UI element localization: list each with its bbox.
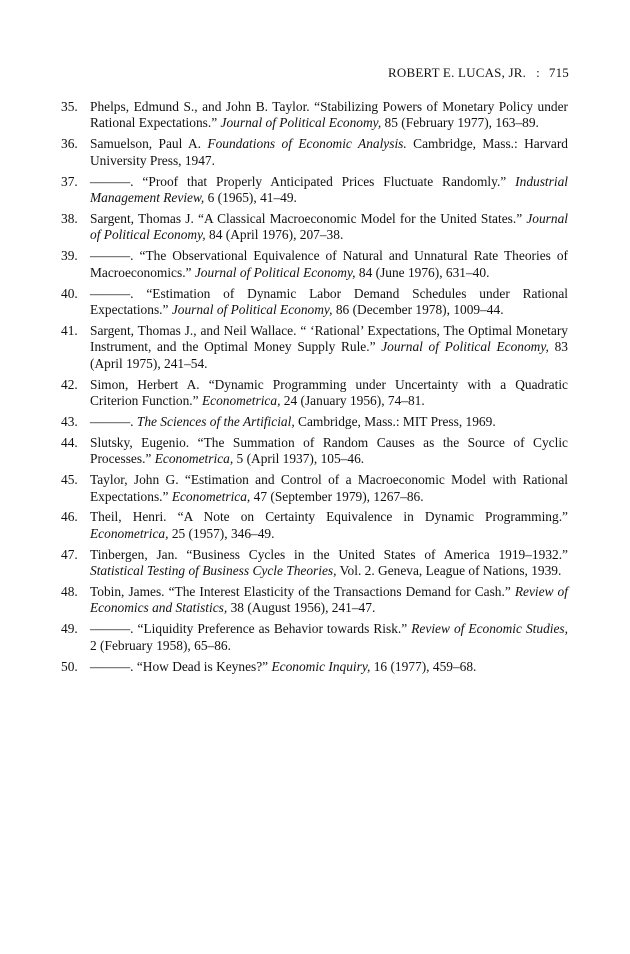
reference-number: 49. (61, 621, 78, 637)
reference-item (61, 621, 568, 654)
reference-details: 85 (February 1977), 163–89. (381, 115, 539, 131)
reference-text: Theil, Henri. “A Note on Certainty Equivalence in Dynamic Programming.” (90, 509, 568, 525)
reference-details: 38 (August 1956), 241–47. (227, 600, 376, 616)
reference-number: 45. (61, 472, 78, 488)
reference-item (61, 211, 568, 244)
reference-details: 86 (December 1978), 1009–44. (332, 301, 504, 317)
reference-details: 24 (January 1956), 74–81. (280, 393, 425, 408)
reference-item (61, 435, 568, 468)
reference-source: Journal of Political Economy, (90, 210, 568, 243)
reference-source: Journal of Political Economy, (220, 115, 382, 131)
reference-details: Cambridge, Mass.: Harvard University Press, 1947. (90, 136, 568, 168)
reference-item (61, 99, 568, 132)
reference-list (61, 99, 568, 680)
page-number: 715 (548, 65, 569, 80)
reference-text: Tobin, James. “The Interest Elasticity of the Transactions Demand for Cash.” (90, 584, 515, 600)
reference-item (61, 136, 568, 169)
reference-text: ———. “Liquidity Preference as Behavior towards Risk.” (90, 621, 412, 637)
running-head (388, 65, 569, 81)
reference-source: Economic Inquiry, (271, 658, 371, 674)
reference-source: The Sciences of the Artificial, (136, 413, 295, 429)
reference-text: ———. “The Observational Equivalence of Natural and Unnatural Rate Theories of Macroeconomics.” (90, 248, 568, 280)
reference-number: 41. (61, 322, 78, 338)
reference-item (61, 584, 568, 617)
reference-source: Journal of Political Economy, (194, 264, 356, 280)
reference-text: Sargent, Thomas J. “A Classical Macroeconomic Model for the United States.” (90, 210, 527, 226)
reference-number: 44. (61, 434, 78, 450)
reference-item (61, 547, 568, 580)
reference-details: 16 (1977), 459–68. (370, 658, 477, 674)
reference-number: 46. (61, 509, 78, 525)
reference-number: 48. (61, 584, 78, 600)
reference-text: Simon, Herbert A. “Dynamic Programming under Uncertainty with a Quadratic Criterion Function.” (90, 376, 568, 408)
reference-details: Cambridge, Mass.: MIT Press, 1969. (294, 413, 496, 429)
reference-details: 47 (September 1979), 1267–86. (250, 488, 424, 504)
running-head-separator: : (536, 65, 540, 80)
reference-details: 83 (April 1975), 241–54. (90, 339, 568, 371)
reference-text: Taylor, John G. “Estimation and Control of a Macroeconomic Model with Rational Expectations.” (90, 472, 568, 504)
reference-source: Econometrica, (154, 451, 234, 467)
reference-item (61, 286, 568, 319)
running-head-author: ROBERT E. LUCAS, JR. (388, 65, 527, 80)
reference-number: 47. (61, 546, 78, 562)
reference-text: Tinbergen, Jan. “Business Cycles in the United States of America 1919–1932.” (90, 546, 568, 562)
reference-details: 84 (April 1976), 207–38. (205, 227, 344, 243)
reference-details: 5 (April 1937), 105–46. (233, 451, 365, 467)
reference-source: Review of Economic Studies, (411, 621, 568, 637)
reference-item (61, 248, 568, 281)
reference-details: Vol. 2. Geneva, League of Nations, 1939. (336, 563, 562, 579)
reference-details: 2 (February 1958), 65–86. (90, 637, 231, 653)
reference-source: Econometrica, (201, 393, 281, 408)
reference-item (61, 659, 568, 675)
reference-text: ———. “How Dead is Keynes?” (90, 658, 272, 674)
reference-source: Econometrica, (90, 525, 169, 541)
reference-source: Statistical Testing of Business Cycle Theories, (90, 563, 337, 579)
reference-details: 84 (June 1976), 631–40. (355, 264, 490, 280)
reference-number: 39. (61, 248, 78, 264)
reference-details: 6 (1965), 41–49. (204, 190, 297, 206)
reference-number: 50. (61, 658, 78, 674)
reference-text: Phelps, Edmund S., and John B. Taylor. “Stabilizing Powers of Monetary Policy under Rational Expectations.” (90, 99, 568, 131)
reference-number: 37. (61, 173, 78, 189)
reference-source: Journal of Political Economy, (171, 301, 333, 317)
reference-item (61, 377, 568, 410)
reference-item (61, 414, 568, 430)
reference-text: ———. (90, 413, 137, 429)
reference-item (61, 323, 568, 372)
reference-source: Econometrica, (171, 488, 251, 504)
reference-item (61, 472, 568, 505)
reference-number: 35. (61, 99, 78, 114)
reference-item (61, 174, 568, 207)
reference-number: 36. (61, 136, 78, 152)
reference-source: Review of Economics and Statistics, (90, 584, 568, 616)
reference-text: ———. “Estimation of Dynamic Labor Demand Schedules under Rational Expectations.” (90, 285, 568, 317)
reference-text: Samuelson, Paul A. (90, 136, 208, 152)
reference-source: Foundations of Economic Analysis. (207, 136, 407, 152)
reference-text: ———. “Proof that Properly Anticipated Prices Fluctuate Randomly.” (90, 173, 516, 189)
reference-source: Industrial Management Review, (90, 173, 568, 206)
reference-number: 42. (61, 376, 78, 392)
reference-text: Slutsky, Eugenio. “The Summation of Random Causes as the Source of Cyclic Processes.” (90, 434, 568, 467)
reference-number: 43. (61, 413, 78, 429)
reference-details: 25 (1957), 346–49. (168, 525, 275, 541)
reference-text: Sargent, Thomas J., and Neil Wallace. “ ‘Rational’ Expectations, The Optimal Monetary Instrument, and the Optimal Money Supply Rule.” (90, 322, 568, 355)
reference-source: Journal of Political Economy, (381, 339, 549, 355)
reference-number: 40. (61, 285, 78, 301)
reference-number: 38. (61, 210, 78, 226)
reference-item (61, 509, 568, 542)
